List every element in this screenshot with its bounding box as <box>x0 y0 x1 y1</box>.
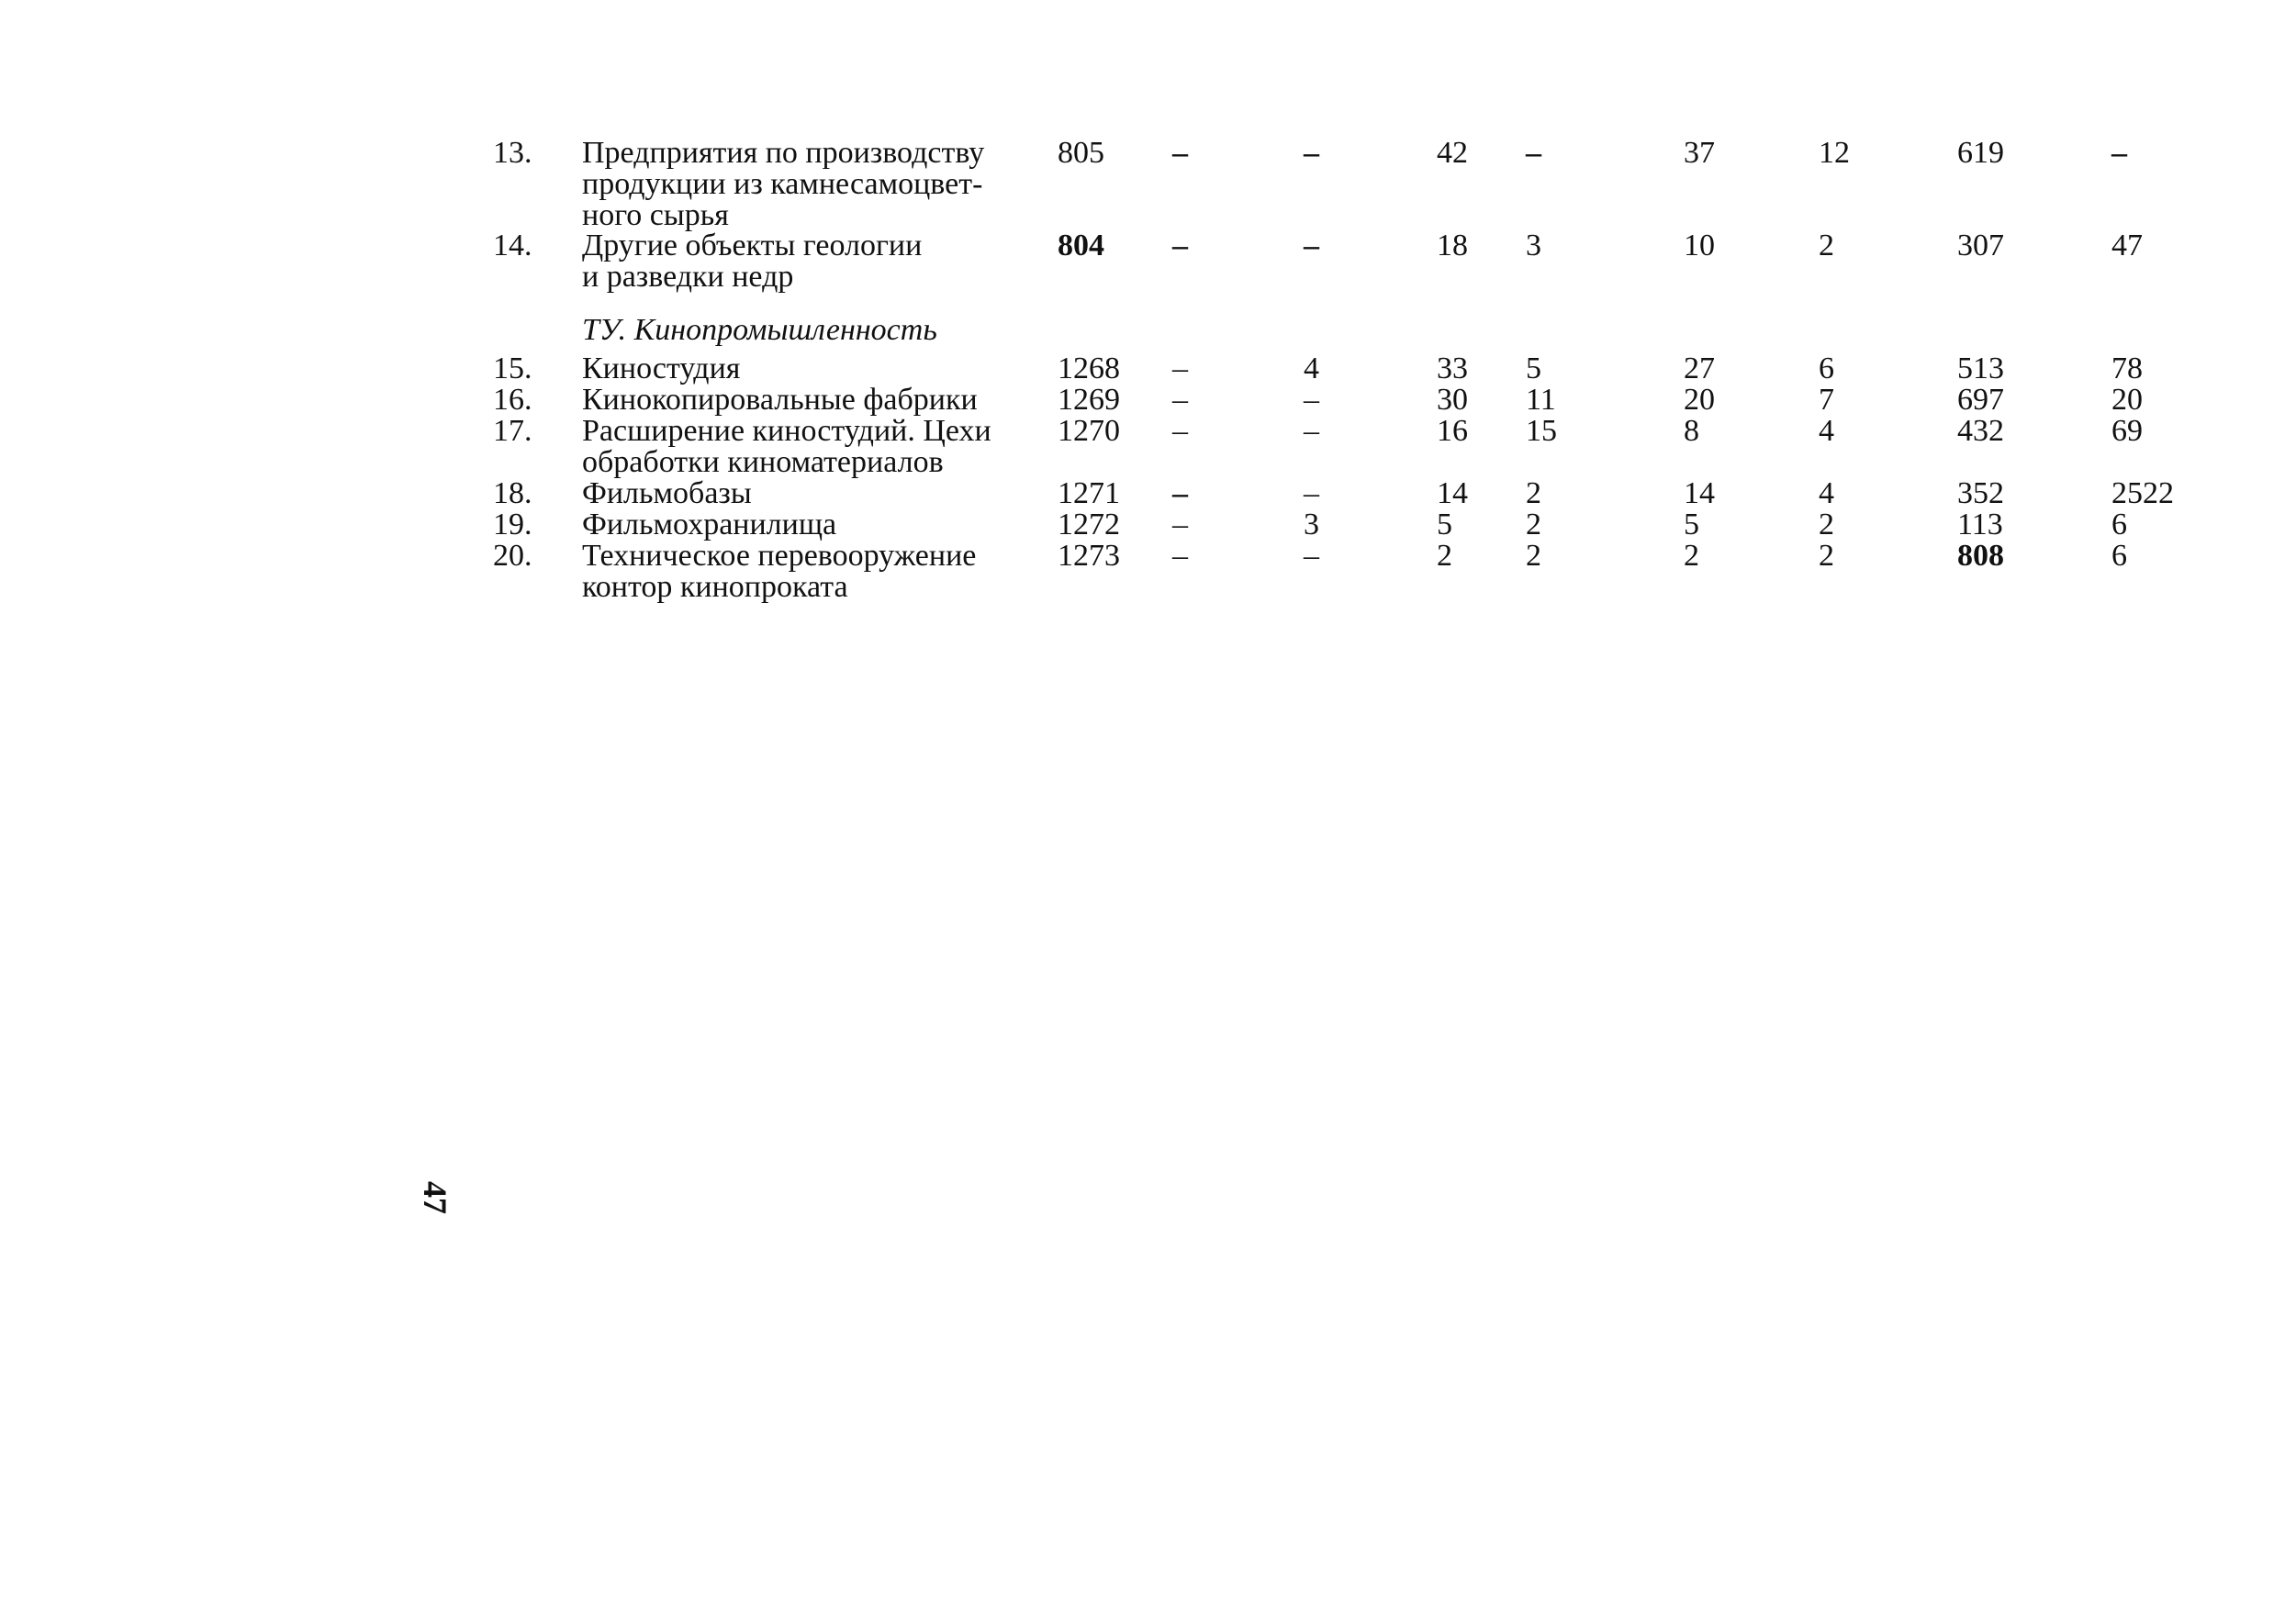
cell-col8: 808 <box>1957 539 2004 573</box>
cell-col7: 12 <box>1819 136 1850 170</box>
row-name: Киностудия <box>582 351 741 385</box>
cell-col6: 2 <box>1684 539 1699 573</box>
cell-col7: 2 <box>1819 539 1834 573</box>
cell-col5: 11 <box>1526 383 1556 417</box>
row-number: 16. <box>493 383 532 417</box>
cell-code: 1268 <box>1058 351 1120 385</box>
row-name: Техническое перевооружение контор кинопроката <box>582 539 977 604</box>
cell-col5: 15 <box>1526 414 1557 448</box>
cell-col3: – <box>1304 229 1319 262</box>
cell-col5: 2 <box>1526 539 1541 573</box>
cell-col3: 3 <box>1304 508 1319 541</box>
cell-col2: – <box>1172 383 1188 417</box>
cell-code: 804 <box>1058 229 1104 262</box>
cell-col4: 16 <box>1437 414 1468 448</box>
cell-col4: 30 <box>1437 383 1468 417</box>
cell-col3: 4 <box>1304 351 1319 385</box>
cell-col4: 42 <box>1437 136 1468 170</box>
cell-col8: 432 <box>1957 414 2004 448</box>
cell-col7: 4 <box>1819 414 1834 448</box>
cell-col5: 5 <box>1526 351 1541 385</box>
row-number: 17. <box>493 414 532 448</box>
row-number: 18. <box>493 476 532 510</box>
cell-col9: 78 <box>2111 351 2143 385</box>
cell-col8: 697 <box>1957 383 2004 417</box>
cell-col3: – <box>1304 136 1319 170</box>
section-title: ТУ. Кинопромышленность <box>582 313 937 347</box>
cell-col6: 10 <box>1684 229 1715 262</box>
cell-code: 805 <box>1058 136 1104 170</box>
cell-col2: – <box>1172 508 1188 541</box>
row-name: Кинокопировальные фабрики <box>582 383 978 417</box>
cell-col9: 47 <box>2111 229 2143 262</box>
row-number: 15. <box>493 351 532 385</box>
cell-col9: 6 <box>2111 508 2127 541</box>
cell-col8: 513 <box>1957 351 2004 385</box>
cell-col7: 2 <box>1819 508 1834 541</box>
cell-col6: 27 <box>1684 351 1715 385</box>
row-name: Расширение киностудий. Цехи обработки киноматериалов <box>582 414 991 479</box>
row-number: 19. <box>493 508 532 541</box>
cell-code: 1270 <box>1058 414 1120 448</box>
cell-col8: 619 <box>1957 136 2004 170</box>
cell-code: 1269 <box>1058 383 1120 417</box>
cell-col2: – <box>1172 414 1188 448</box>
cell-col9: – <box>2111 136 2127 170</box>
cell-col7: 4 <box>1819 476 1834 510</box>
cell-col2: – <box>1172 229 1188 262</box>
cell-col7: 2 <box>1819 229 1834 262</box>
row-number: 13. <box>493 136 532 170</box>
cell-col8: 352 <box>1957 476 2004 510</box>
row-number: 14. <box>493 229 532 262</box>
cell-col6: 5 <box>1684 508 1699 541</box>
row-name: Другие объекты геологии и разведки недр <box>582 229 923 294</box>
cell-col9: 20 <box>2111 383 2143 417</box>
cell-col3: – <box>1304 539 1319 573</box>
row-name: Предприятия по производству продукции из камнесамоцвет- ного сырья <box>582 136 985 232</box>
cell-code: 1271 <box>1058 476 1120 510</box>
cell-col3: – <box>1304 383 1319 417</box>
cell-col8: 307 <box>1957 229 2004 262</box>
cell-col8: 113 <box>1957 508 2003 541</box>
cell-code: 1273 <box>1058 539 1120 573</box>
cell-col4: 5 <box>1437 508 1452 541</box>
cell-col2: – <box>1172 136 1188 170</box>
row-name: Фильмохранилища <box>582 508 837 541</box>
row-number: 20. <box>493 539 532 573</box>
cell-col4: 2 <box>1437 539 1452 573</box>
cell-col7: 6 <box>1819 351 1834 385</box>
cell-col5: 2 <box>1526 508 1541 541</box>
cell-code: 1272 <box>1058 508 1120 541</box>
cell-col6: 14 <box>1684 476 1715 510</box>
cell-col9: 2522 <box>2111 476 2174 510</box>
cell-col9: 69 <box>2111 414 2143 448</box>
cell-col2: – <box>1172 539 1188 573</box>
cell-col7: 7 <box>1819 383 1834 417</box>
cell-col5: – <box>1526 136 1541 170</box>
cell-col4: 18 <box>1437 229 1468 262</box>
cell-col3: – <box>1304 476 1319 510</box>
cell-col6: 20 <box>1684 383 1715 417</box>
cell-col5: 3 <box>1526 229 1541 262</box>
cell-col6: 37 <box>1684 136 1715 170</box>
cell-col4: 33 <box>1437 351 1468 385</box>
page-number: 47 <box>417 1181 454 1214</box>
row-name: Фильмобазы <box>582 476 752 510</box>
cell-col3: – <box>1304 414 1319 448</box>
cell-col2: – <box>1172 476 1188 510</box>
cell-col6: 8 <box>1684 414 1699 448</box>
cell-col4: 14 <box>1437 476 1468 510</box>
cell-col2: – <box>1172 351 1188 385</box>
cell-col5: 2 <box>1526 476 1541 510</box>
cell-col9: 6 <box>2111 539 2127 573</box>
